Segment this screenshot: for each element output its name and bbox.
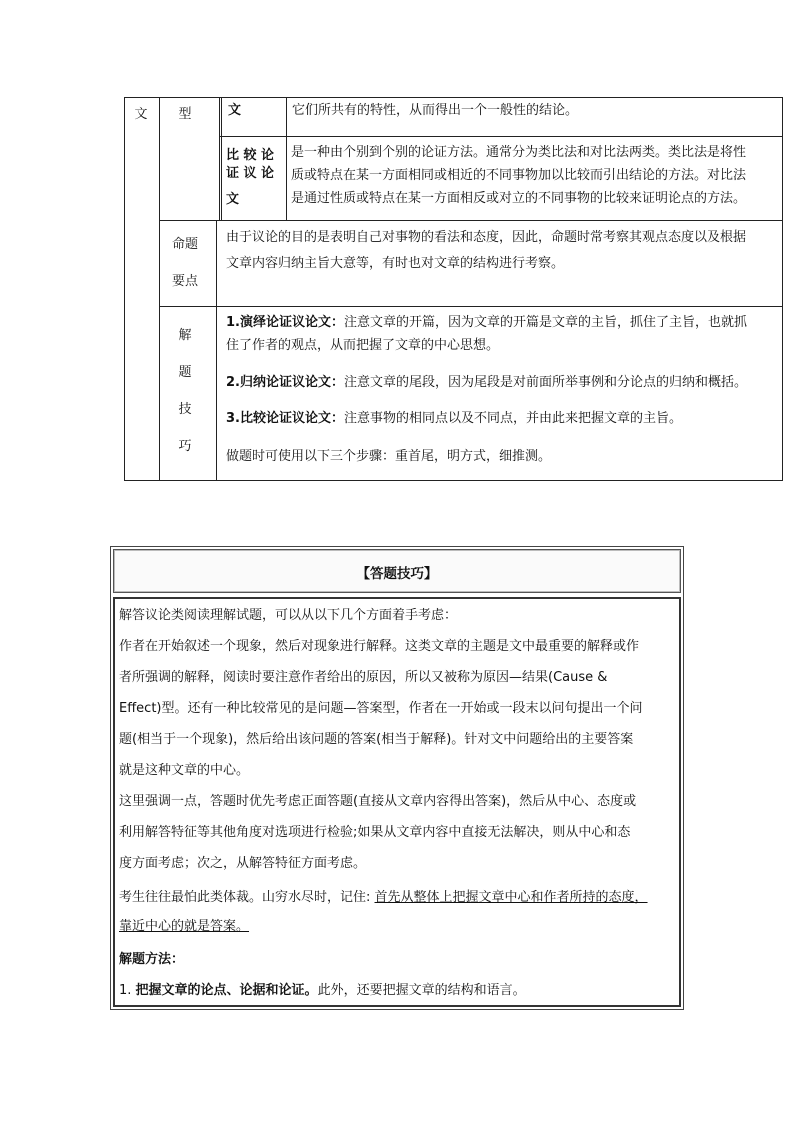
body-line: 利用解答特征等其他角度对选项进行检验;如果从文章内容中直接无法解决，则从中心和态 xyxy=(119,825,631,840)
note-underlined: 靠近中心的就是答案。 xyxy=(119,919,250,934)
row-label: 文 xyxy=(228,103,242,118)
answer-tips-header xyxy=(113,549,681,593)
table-border-right xyxy=(782,97,783,481)
category-char: 型 xyxy=(178,107,192,122)
table-border-bottom xyxy=(124,480,783,481)
note-underlined: 首先从整体上把握文章中心和作者所持的态度， xyxy=(374,890,648,905)
method-heading: 解题方法： xyxy=(119,952,185,967)
table-rule xyxy=(286,97,287,221)
row-text: 是一种由个别到个别的论证方法。通常分为类比法和对比法两类。类比法是将性 xyxy=(291,145,747,160)
tip-item-text: 注意事物的相同点以及不同点，并由此来把握文章的主旨。 xyxy=(343,411,682,426)
tip-item-heading: 3.比较论证议论文： xyxy=(226,411,344,426)
row-label: 要点 xyxy=(171,274,198,289)
body-line: 题(相当于一个现象)，然后给出该问题的答案(相当于解释)。针对文中问题给出的主要答案 xyxy=(119,732,634,747)
row-label: 命题 xyxy=(171,237,198,252)
table-rule xyxy=(159,97,160,481)
table-rule xyxy=(221,97,222,221)
body-line: 度方面考虑；次之，从解答特征方面考虑。 xyxy=(119,856,367,871)
table-rule xyxy=(216,220,217,481)
body-line: Effect)型。还有一种比较常见的是问题—答案型，作者在一开始或一段末以问句提出一个问 xyxy=(119,701,643,716)
tip-item xyxy=(226,369,747,396)
note-line xyxy=(119,883,679,912)
method-item xyxy=(119,976,679,1005)
table-rule xyxy=(219,136,783,137)
body-line: 者所强调的解释，阅读时要注意作者给出的原因，所以又被称为原因—结果(Cause & xyxy=(119,670,608,685)
row-text: 是通过性质或特点在某一方面相反或对立的不同事物的比较来证明论点的方法。 xyxy=(291,191,747,206)
table-rule xyxy=(159,306,783,307)
body-line: 解答议论类阅读理解试题，可以从以下几个方面着手考虑： xyxy=(119,608,458,623)
row-text: 由于议论的目的是表明自己对事物的看法和态度，因此，命题时常考察其观点态度以及根据 xyxy=(226,230,747,245)
type-table xyxy=(0,0,794,500)
tip-item xyxy=(226,405,682,432)
row-label: 比 较 论 xyxy=(226,148,275,163)
method-item-heading: 把握文章的论点、论据和论证。 xyxy=(135,983,318,998)
table-rule xyxy=(159,220,783,221)
tip-item-text: 注意文章的尾段，因为尾段是对前面所举事例和分论点的归纳和概括。 xyxy=(343,375,747,390)
method-item-text: 此外，还要把握文章的结构和语言。 xyxy=(317,983,526,998)
row-label: 技 xyxy=(178,402,192,417)
tip-closing: 做题时可使用以下三个步骤：重首尾，明方式，细推测。 xyxy=(226,449,552,464)
tip-item-heading: 2.归纳论证议论文： xyxy=(226,375,344,390)
table-rule xyxy=(219,97,220,221)
table-border-left xyxy=(124,97,125,481)
row-label: 解 xyxy=(178,328,192,343)
row-text: 它们所共有的特性，从而得出一个一般性的结论。 xyxy=(292,103,579,118)
row-label: 巧 xyxy=(178,439,192,454)
category-char: 文 xyxy=(134,107,148,122)
body-line: 这里强调一点，答题时优先考虑正面答题(直接从文章内容得出答案)，然后从中心、态度或 xyxy=(119,794,637,809)
row-label: 证 议 论 xyxy=(226,166,275,181)
tip-item-text: 住了作者的观点，从而把握了文章的中心思想。 xyxy=(226,338,500,353)
answer-tips-title: 【答题技巧】 xyxy=(356,566,438,582)
row-text: 质或特点在某一方面相同或相近的不同事物加以比较而引出结论的方法。对比法 xyxy=(291,168,747,183)
body-line: 就是这种文章的中心。 xyxy=(119,763,250,778)
tip-item-heading: 1.演绎论证议论文： xyxy=(226,315,344,330)
row-label: 文 xyxy=(226,192,240,207)
row-text: 文章内容归纳主旨大意等，有时也对文章的结构进行考察。 xyxy=(226,256,565,271)
body-line: 作者在开始叙述一个现象，然后对现象进行解释。这类文章的主题是文中最重要的解释或作 xyxy=(119,639,640,654)
row-label: 题 xyxy=(178,365,192,380)
tip-item-text: 注意文章的开篇，因为文章的开篇是文章的主旨，抓住了主旨，也就抓 xyxy=(343,315,747,330)
note-prefix: 考生往往最怕此类体裁。山穷水尽时，记住: xyxy=(119,890,375,905)
method-item-number: 1. xyxy=(119,983,136,998)
